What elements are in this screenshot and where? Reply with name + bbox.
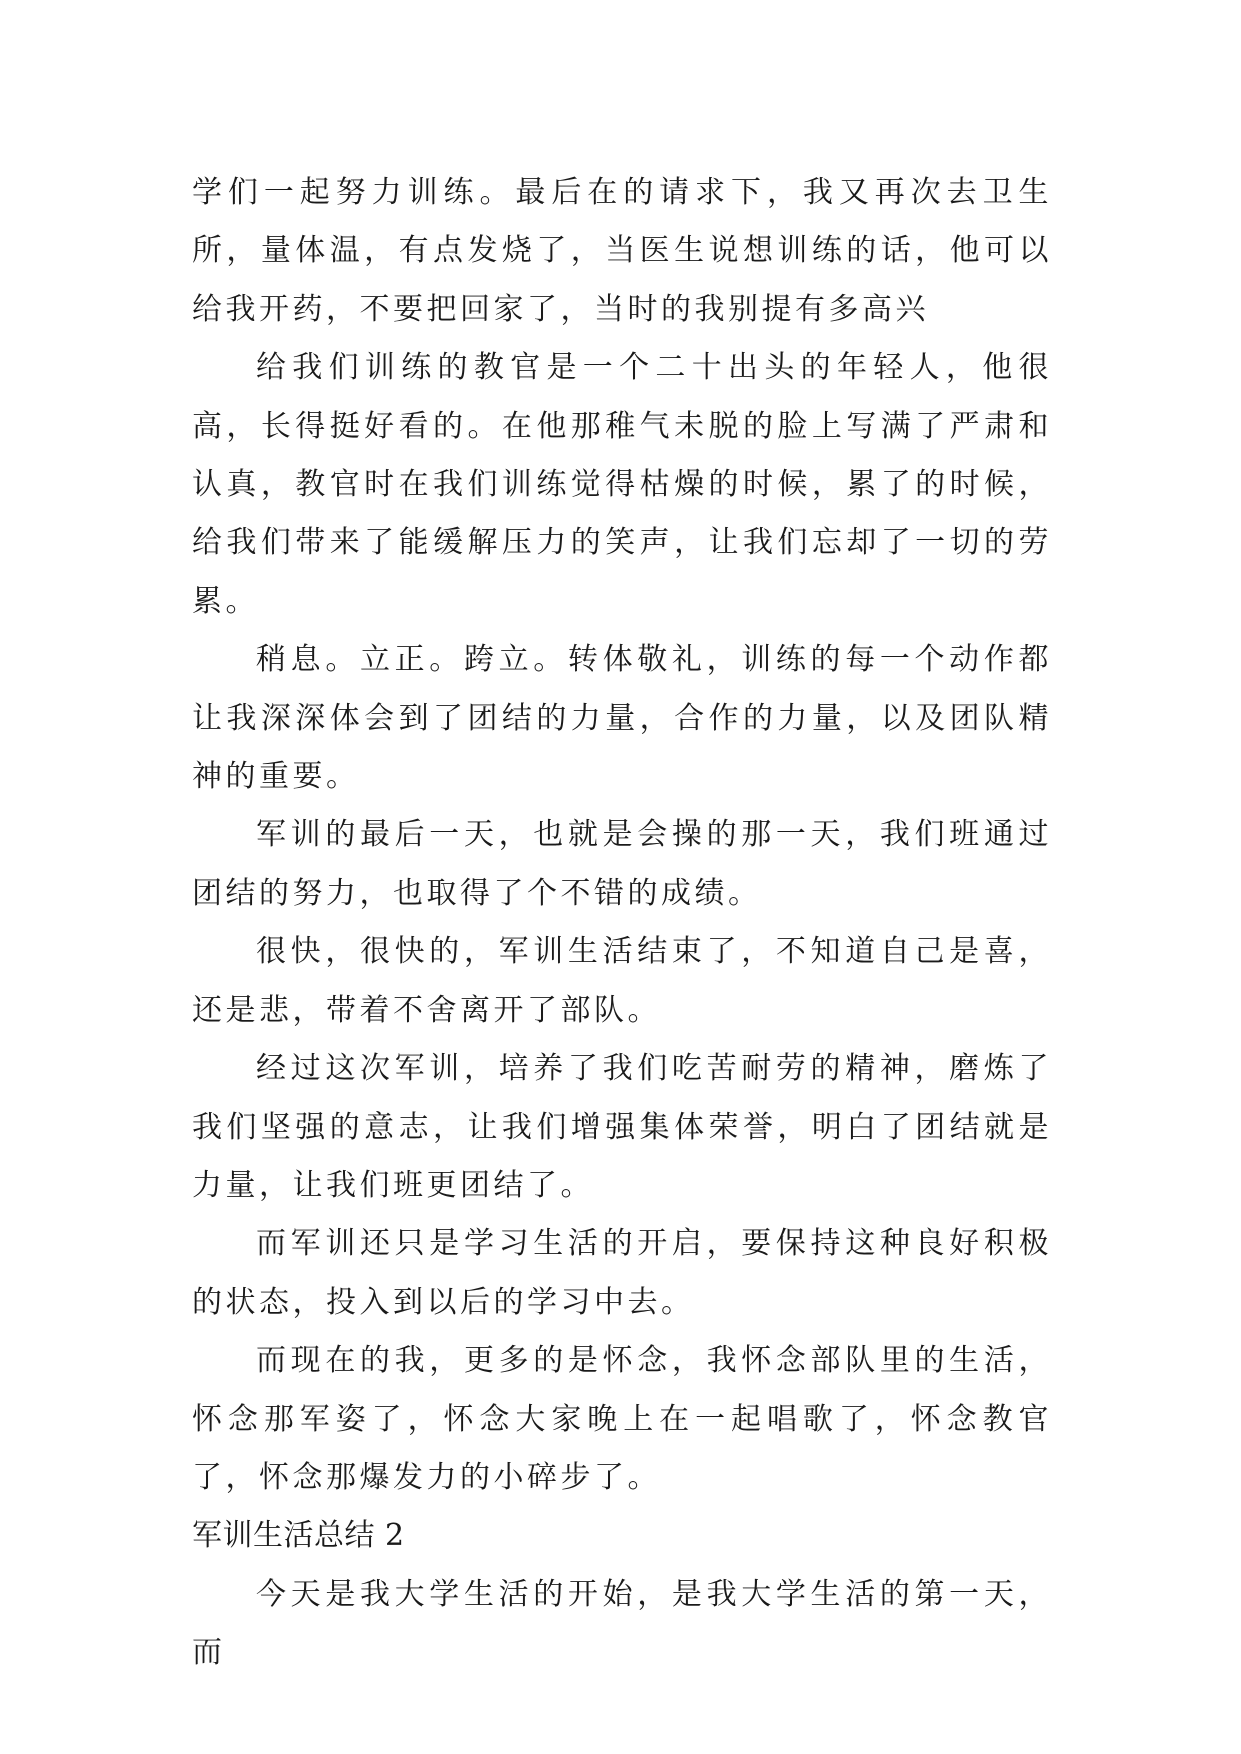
paragraph: 给我们训练的教官是一个二十出头的年轻人，他很高，长得挺好看的。在他那稚气未脱的脸上写满了严肃和认真，教官时在我们训练觉得枯燥的时候，累了的时候，给我们带来了能缓解压力的笑声，让我们忘却了一切的劳累。 xyxy=(192,350,1052,619)
paragraph: 学们一起努力训练。最后在的请求下，我又再次去卫生所，量体温，有点发烧了，当医生说想训练的话，他可以给我开药，不要把回家了，当时的我别提有多高兴 xyxy=(192,175,1052,327)
paragraph: 稍息。立正。跨立。转体敬礼，训练的每一个动作都让我深深体会到了团结的力量，合作的力量，以及团队精神的重要。 xyxy=(192,642,1052,795)
paragraph: 经过这次军训，培养了我们吃苦耐劳的精神，磨炼了我们坚强的意志，让我们增强集体荣誉，明白了团结就是力量，让我们班更团结了。 xyxy=(192,1051,1052,1203)
paragraph: 而现在的我，更多的是怀念，我怀念部队里的生活，怀念那军姿了，怀念大家晚上在一起唱歌了，怀念教官了，怀念那爆发力的小碎步了。 xyxy=(192,1343,1052,1495)
paragraph: 军训的最后一天，也就是会操的那一天，我们班通过团结的努力，也取得了个不错的成绩。 xyxy=(192,817,1052,911)
paragraph: 很快，很快的，军训生活结束了，不知道自己是喜，还是悲，带着不舍离开了部队。 xyxy=(192,934,1052,1028)
paragraph: 今天是我大学生活的开始，是我大学生活的第一天，而 xyxy=(192,1576,1052,1671)
section-heading: 军训生活总结 2 xyxy=(192,1518,405,1554)
paragraph: 而军训还只是学习生活的开启，要保持这种良好积极的状态，投入到以后的学习中去。 xyxy=(192,1226,1052,1320)
document-body xyxy=(192,164,1052,1683)
